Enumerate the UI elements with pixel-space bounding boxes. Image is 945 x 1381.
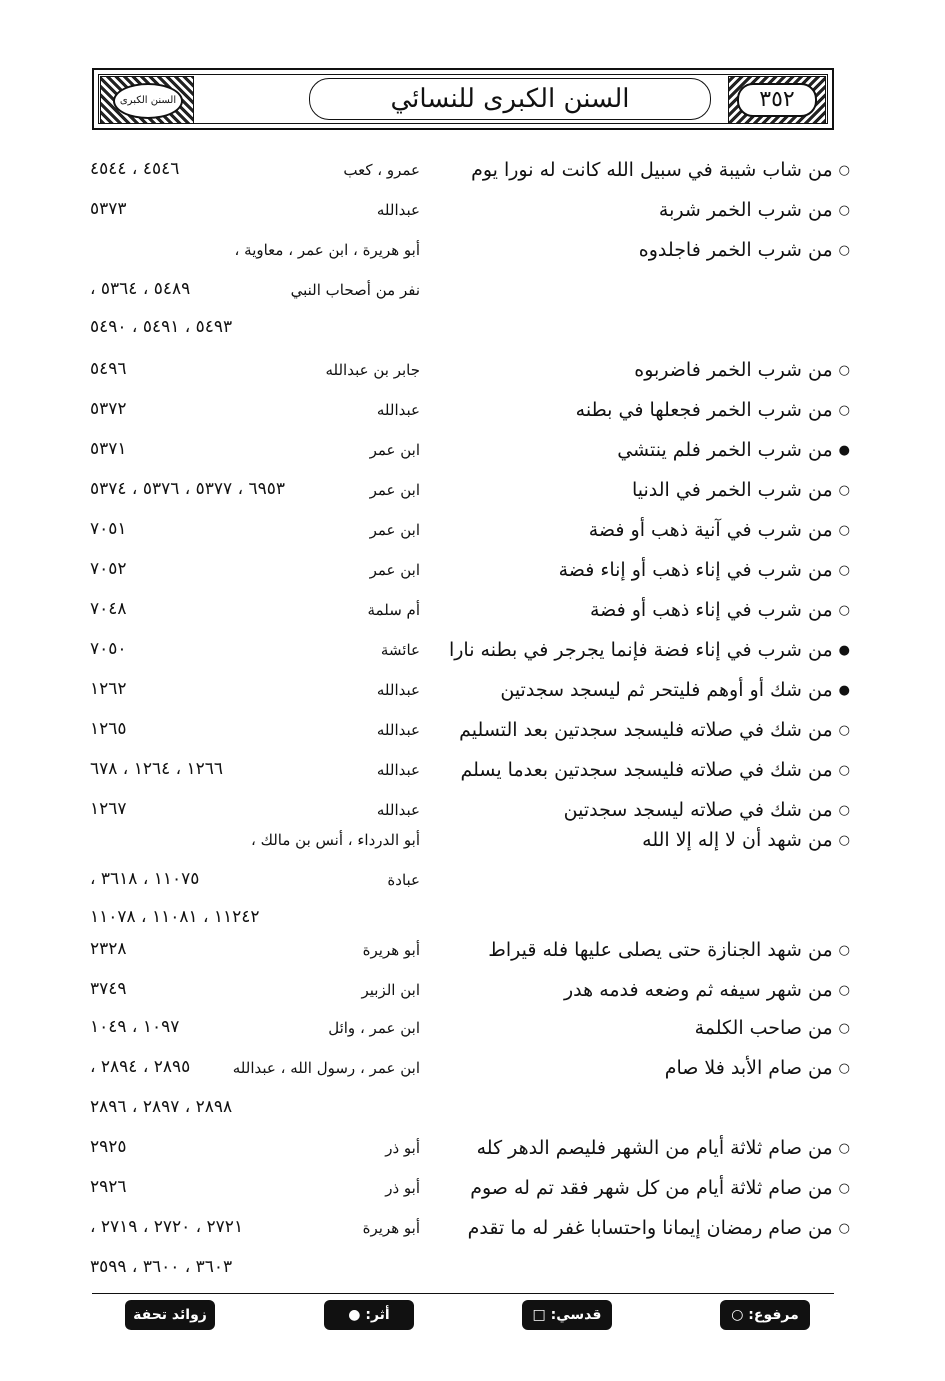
hadith-label: من شرب الخمر في الدنيا [631,479,833,501]
index-row [0,753,945,791]
hadith-label: من شك في صلاته فليسجد سجدتين بعد التسليم [459,719,833,741]
narrator: أم سلمة [367,601,420,619]
hadith-text [564,799,850,821]
hadith-text [632,479,850,501]
hadith-text [564,979,850,1001]
narrator: أبو ذر [385,1139,420,1157]
hadith-text [639,239,850,261]
index-row [0,393,945,431]
narrator: ابن عمر ، رسول الله ، عبدالله [232,1059,420,1077]
marfu-bullet-icon: ○ [838,163,850,178]
legend-zawaid: زوائد تحفة ❋ [125,1300,215,1330]
book-emblem [100,76,194,124]
hadith-text [589,519,850,541]
hadith-text [460,759,850,781]
narrator: أبو هريرة [362,1219,420,1237]
hadith-label: من شهد الجنازة حتى يصلى عليها فله قيراط [488,939,833,961]
hadith-label: من صام الأبد فلا صام [664,1057,833,1079]
book-title: السنن الكبرى للنسائي [309,78,711,120]
marfu-bullet-icon: ○ [838,1141,850,1156]
marfu-bullet-icon: ○ [838,1021,850,1036]
hadith-label: من صام ثلاثة أيام من كل شهر فقد تم له صوم [470,1177,833,1199]
hadith-label: من شك في صلاته فليسجد سجدتين بعدما يسلم [460,759,833,781]
narrator: ابن الزبير [361,981,420,999]
hadith-numbers: ٣٦٠٣ ، ٣٦٠٠ ، ٣٥٩٩ [90,1257,233,1277]
hadith-label: من شرب الخمر فاضربوه [634,359,833,381]
athar-bullet-icon: ● [838,683,850,698]
hadith-text [590,599,850,621]
hadith-numbers: ٥٤٨٩ ، ٥٣٦٤ ، [90,279,191,299]
marfu-bullet-icon: ○ [838,403,850,418]
marfu-bullet-icon: ○ [838,243,850,258]
narrator: ابن عمر [369,561,420,579]
marfu-bullet-icon: ○ [838,1061,850,1076]
hadith-label: من شرب في إناء ذهب أو إناء فضة [558,559,833,581]
hadith-label: من شرب في إناء ذهب أو فضة [589,599,833,621]
marfu-bullet-icon: ○ [838,763,850,778]
marfu-bullet-icon: ○ [838,483,850,498]
legend-marfu: مرفوع: ○ [720,1300,810,1330]
emblem-seal: السنن الكبرى [113,83,183,119]
hadith-text [617,439,850,461]
hadith-label: من شرب الخمر فجعلها في بطنه [575,399,833,421]
hadith-numbers: ٥٣٧٢ [90,399,127,419]
hadith-numbers: ٧٠٥٢ [90,559,127,579]
page-header [92,68,834,130]
hadith-label: من شرب الخمر شربة [658,199,833,221]
hadith-numbers: ٣٧٤٩ [90,979,127,999]
narrator: جابر بن عبدالله [325,361,420,379]
hadith-text [470,1177,850,1199]
hadith-numbers: ٢٣٢٨ [90,939,127,959]
marfu-bullet-icon: ○ [838,1221,850,1236]
marfu-bullet-icon: ○ [838,833,850,848]
marfu-bullet-icon: ○ [838,1181,850,1196]
hadith-numbers: ٧٠٤٨ [90,599,127,619]
index-row [0,633,945,671]
athar-bullet-icon: ● [838,643,850,658]
hadith-label: من صاحب الكلمة [694,1017,833,1039]
hadith-label: من شاب شيبة في سبيل الله كانت له نورا يوم [471,159,833,181]
hadith-numbers: ٦٩٥٣ ، ٥٣٧٧ ، ٥٣٧٦ ، ٥٣٧٤ [90,479,286,499]
marfu-bullet-icon: ○ [838,983,850,998]
narrator: ابن عمر [369,441,420,459]
narrator: عبدالله [376,801,420,819]
hadith-numbers: ٢٧٢١ ، ٢٧٢٠ ، ٢٧١٩ ، [90,1217,244,1237]
hadith-numbers: ١١٢٤٢ ، ١١٠٨١ ، ١١٠٧٨ [90,907,260,927]
narrator: عبدالله [376,681,420,699]
index-row [0,353,945,391]
marfu-bullet-icon: ○ [838,203,850,218]
narrator: عبدالله [376,401,420,419]
index-row [0,823,945,861]
hadith-label: من شرب في آنية ذهب أو فضة [588,519,833,541]
hadith-numbers: ١٢٦٥ [90,719,127,739]
index-row [0,233,945,271]
index-row [0,1251,945,1289]
narrator: نفر من أصحاب النبي [290,281,420,299]
hadith-text [468,1217,850,1239]
athar-bullet-icon: ● [838,443,850,458]
hadith-label: من شرب الخمر فاجلدوه [638,239,833,261]
hadith-label: من صام ثلاثة أيام من الشهر فليصم الدهر كله [476,1137,833,1159]
marfu-bullet-icon: ○ [838,943,850,958]
narrator: عبدالله [376,761,420,779]
hadith-text [559,559,850,581]
index-row [0,193,945,231]
hadith-text [477,1137,850,1159]
narrator: ابن عمر [369,521,420,539]
hadith-numbers: ١٢٦٧ [90,799,127,819]
narrator: أبو هريرة ، ابن عمر ، معاوية ، [234,241,420,259]
narrator: أبو الدرداء ، أنس بن مالك ، [250,831,420,849]
marfu-bullet-icon: ○ [838,363,850,378]
legend-qudsi: قدسي: □ [522,1300,612,1330]
hadith-numbers: ٤٥٤٦ ، ٤٥٤٤ [90,159,180,179]
index-row [0,1051,945,1089]
hadith-text [659,199,850,221]
narrator: عائشة [380,641,420,659]
marfu-bullet-icon: ○ [838,723,850,738]
hadith-numbers: ٥٣٧٣ [90,199,127,219]
hadith-label: من شك في صلاته ليسجد سجدتين [563,799,833,821]
hadith-label: من شك أو أوهم فليتحر ثم ليسجد سجدتين [500,679,833,701]
narrator: عبدالله [376,201,420,219]
index-row [0,1011,945,1049]
footer-divider [92,1293,834,1294]
hadith-numbers: ١٠٩٧ ، ١٠٤٩ [90,1017,180,1037]
hadith-text [459,719,850,741]
index-row [0,1091,945,1129]
index-row [0,473,945,511]
hadith-text [488,939,850,961]
hadith-text [642,829,850,851]
hadith-numbers: ٧٠٥٠ [90,639,127,659]
index-row [0,673,945,711]
hadith-label: من شرب في إناء فضة فإنما يجرجر في بطنه نارا [448,639,833,661]
hadith-numbers: ٢٩٢٥ [90,1137,127,1157]
hadith-numbers: ١٢٦٦ ، ١٢٦٤ ، ٦٧٨ [90,759,224,779]
hadith-numbers: ٥٣٧١ [90,439,127,459]
hadith-numbers: ٢٨٩٥ ، ٢٨٩٤ ، [90,1057,191,1077]
hadith-text [500,679,850,701]
page-number-frame [728,76,826,124]
page-number: ٣٥٢ [737,83,817,117]
narrator: ابن عمر ، وائل [328,1019,420,1037]
index-row [0,433,945,471]
hadith-numbers: ٢٩٢٦ [90,1177,127,1197]
hadith-numbers: ٥٤٩٣ ، ٥٤٩١ ، ٥٤٩٠ [90,317,233,337]
index-row [0,1171,945,1209]
index-row [0,1131,945,1169]
hadith-numbers: ٧٠٥١ [90,519,127,539]
legend-athar: أثر: ● [324,1300,414,1330]
index-row [0,553,945,591]
index-row [0,973,945,1011]
hadith-numbers: ٥٤٩٦ [90,359,127,379]
hadith-text [576,399,850,421]
hadith-text [665,1057,850,1079]
narrator: عبدالله [376,721,420,739]
narrator: عمرو ، كعب [343,161,420,179]
hadith-label: من شرب الخمر فلم ينتشي [617,439,833,461]
marfu-bullet-icon: ○ [838,603,850,618]
index-row [0,593,945,631]
hadith-text [449,639,850,661]
index-row [0,153,945,191]
index-row [0,713,945,751]
narrator: عبادة [387,871,420,889]
hadith-numbers: ١٢٦٢ [90,679,127,699]
narrator: أبو هريرة [362,941,420,959]
index-row [0,273,945,311]
hadith-text [634,359,850,381]
marfu-bullet-icon: ○ [838,563,850,578]
hadith-numbers: ١١٠٧٥ ، ٣٦١٨ ، [90,869,200,889]
index-row [0,933,945,971]
marfu-bullet-icon: ○ [838,803,850,818]
index-row [0,863,945,901]
hadith-numbers: ٢٨٩٨ ، ٢٨٩٧ ، ٢٨٩٦ [90,1097,233,1117]
index-row [0,513,945,551]
marfu-bullet-icon: ○ [838,523,850,538]
hadith-text [695,1017,850,1039]
hadith-text [471,159,850,181]
hadith-label: من شهد أن لا إله إلا الله [642,829,833,851]
index-row [0,311,945,349]
narrator: أبو ذر [385,1179,420,1197]
hadith-label: من شهر سيفه ثم وضعه فدمه هدر [563,979,833,1001]
hadith-label: من صام رمضان إيمانا واحتسابا غفر له ما تقدم [467,1217,833,1239]
narrator: ابن عمر [369,481,420,499]
index-row [0,1211,945,1249]
